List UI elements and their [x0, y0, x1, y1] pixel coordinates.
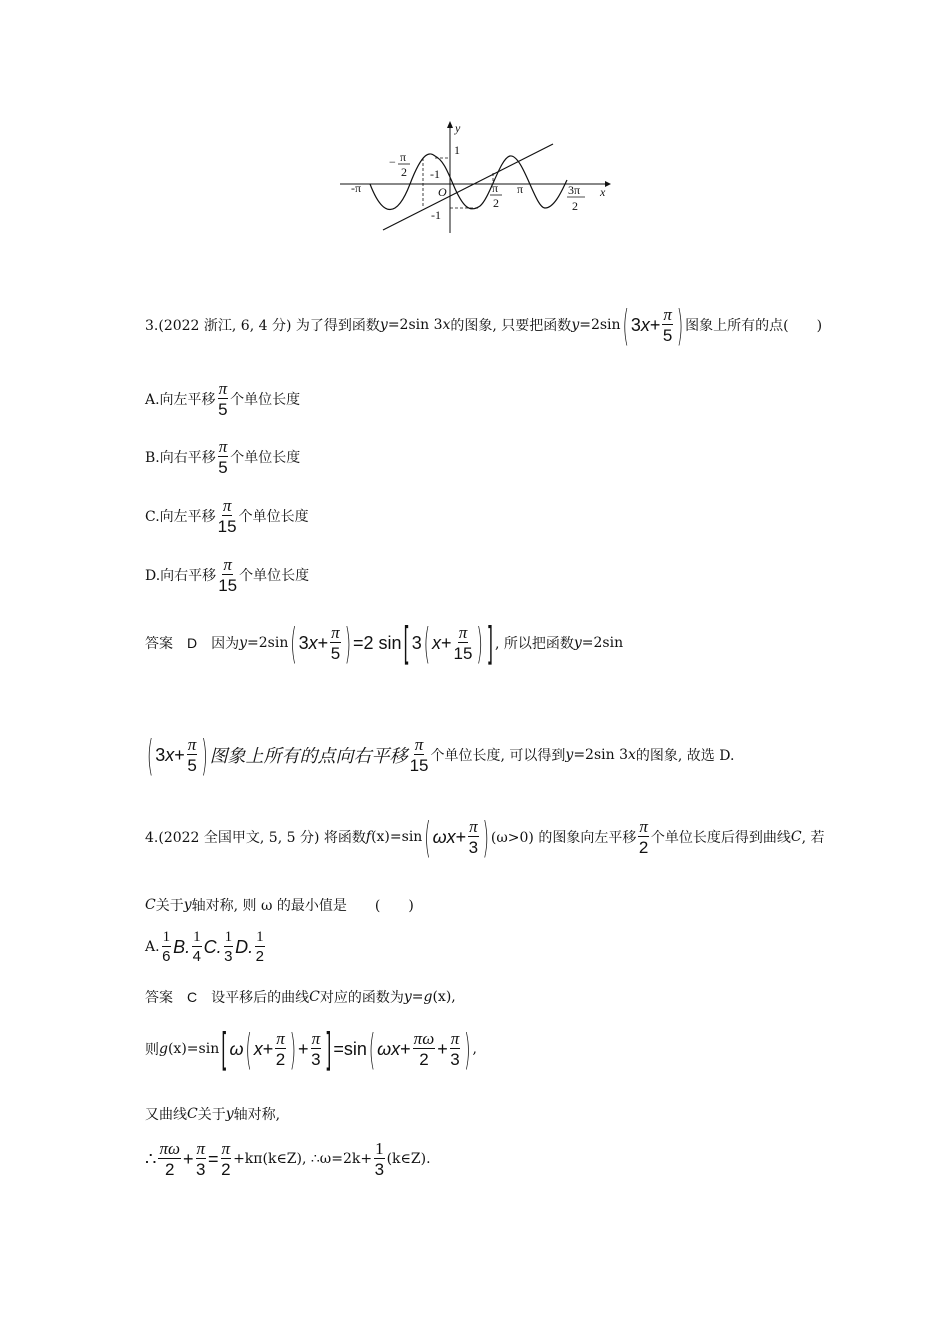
frac-den: 5	[662, 326, 673, 345]
q3-answer	[145, 616, 624, 670]
frac-den: 5	[187, 756, 197, 775]
frac-den: 15	[218, 576, 238, 595]
frac-den: 3	[450, 1050, 460, 1069]
q4-stem	[145, 812, 825, 862]
y-axis-label: y	[455, 121, 461, 135]
frac-pi-5	[330, 624, 341, 662]
frac-pi-15	[410, 736, 429, 774]
frac-1-3	[224, 930, 234, 964]
x-axis-arrow	[605, 181, 611, 187]
frac-num: π	[311, 1029, 321, 1048]
frac-num: π	[458, 623, 468, 642]
answer-x: (x),	[432, 989, 456, 1005]
q3-eq: =2sin 3	[387, 317, 443, 333]
answer-eq-3: =2sin 3	[573, 747, 628, 763]
frac-den: 3	[224, 948, 233, 965]
paren-left: (	[622, 300, 629, 350]
comma: ,	[472, 1041, 477, 1057]
answer-y: y	[565, 747, 574, 763]
frac-den: 3	[196, 1160, 206, 1179]
bracket-right: ]	[325, 1022, 332, 1076]
q4-frac-pi-2	[638, 818, 649, 856]
frac-den: 2	[255, 948, 264, 965]
q4-C: C	[145, 897, 156, 913]
eq: =	[208, 1148, 219, 1169]
frac-num: π	[196, 1139, 206, 1158]
frac-num: π	[450, 1029, 460, 1048]
frac-pi-3	[311, 1030, 322, 1068]
paren-left: (	[147, 730, 154, 780]
q4-plus: +	[455, 826, 467, 847]
q4-final	[145, 1140, 431, 1178]
label-half-pi-den: 2	[493, 196, 499, 210]
origin-label: O	[438, 185, 447, 199]
frac-num: πω	[159, 1139, 180, 1158]
q4-options	[145, 930, 267, 964]
answer-C: C	[309, 989, 320, 1005]
frac-den: 3	[311, 1050, 321, 1069]
q3-x: x	[442, 317, 451, 333]
answer-eq-end: =2sin	[581, 635, 624, 651]
omega: ω	[229, 1038, 244, 1059]
frac-den: 3	[374, 1160, 385, 1179]
frac-1-4	[192, 930, 202, 964]
q4-line2-a: 关于	[155, 898, 184, 914]
label-three-half-pi-den: 2	[572, 199, 578, 213]
again-C: C	[187, 1106, 198, 1122]
label-neg-half-pi-den: 2	[401, 165, 407, 179]
again-c: 轴对称,	[233, 1107, 281, 1123]
frac-den: 2	[419, 1050, 429, 1069]
option-frac	[218, 438, 229, 476]
q3-stem-prefix: 3.(2022 浙江, 6, 4 分) 为了得到函数	[145, 318, 380, 334]
q4-option-a[interactable]: A.	[145, 939, 160, 955]
q3-option-d[interactable]	[145, 556, 309, 594]
frac-den: 5	[218, 458, 228, 477]
option-prefix: B.向右平移	[145, 450, 216, 466]
label-neg-half-pi-num: π	[400, 150, 407, 164]
label-pi: π	[517, 182, 524, 196]
g: g	[159, 1041, 168, 1057]
frac-den: 3	[468, 838, 479, 857]
q4-y: y	[183, 897, 192, 913]
frac-den: 2	[638, 838, 649, 857]
bracket-right: ]	[486, 616, 493, 670]
frac-pi-15	[454, 624, 473, 662]
q3-stem-suffix: 图象上所有的点( )	[685, 318, 823, 334]
q4-stem-line2	[145, 895, 414, 915]
q3-eq2: =2sin	[579, 317, 621, 333]
answer-y: y	[239, 635, 248, 651]
label-half-pi-num: π	[492, 181, 499, 195]
q4-C: C	[790, 829, 802, 845]
frac-num: π	[663, 305, 672, 324]
label-neg-one: -1	[430, 167, 440, 181]
option-prefix: D.向右平移	[145, 568, 217, 584]
k-pi: +kπ(k∈Z), ∴ω=2k+	[233, 1151, 373, 1167]
again-y: y	[225, 1106, 234, 1122]
q3-three: 3	[630, 314, 641, 335]
answer-line2-tail-b: 的图象, 故选 D.	[635, 748, 735, 764]
answer-letter: C	[187, 989, 198, 1005]
x: x	[165, 744, 175, 765]
answer-label: 答案	[145, 635, 173, 651]
eq-sin2: =sin	[333, 1038, 367, 1059]
again-b: 关于	[197, 1107, 226, 1123]
q3-stem-mid: 的图象, 只要把函数	[450, 318, 572, 334]
frac-num: π	[639, 817, 648, 836]
q4-eq-sin: =sin	[389, 829, 423, 845]
option-frac	[218, 497, 237, 535]
paren-right: )	[482, 812, 489, 862]
paren-right: )	[676, 300, 684, 350]
paren-left: (	[368, 1024, 376, 1074]
frac-num: 1	[162, 929, 171, 945]
frac-den: 15	[453, 644, 473, 663]
q4-option-c[interactable]: C.	[203, 936, 222, 957]
q4-stem-prefix: 4.(2022 全国甲文, 5, 5 分) 将函数	[145, 830, 366, 846]
plus: +	[174, 744, 185, 765]
q3-frac-pi-5	[662, 306, 673, 344]
q3-plus: +	[649, 314, 661, 335]
paren-right: )	[289, 1024, 297, 1074]
answer-x: x	[628, 747, 636, 763]
x-axis-label: x	[600, 185, 606, 199]
q4-f: f	[365, 829, 372, 845]
frac-num: π	[221, 1139, 231, 1158]
paren-right: )	[201, 730, 208, 780]
frac-num: 1	[256, 929, 264, 945]
paren-left: (	[424, 812, 431, 862]
q3-y2: y	[571, 317, 580, 333]
q4-omega-x: ωx	[432, 826, 456, 847]
paren-left: (	[290, 618, 297, 668]
q4-stem-mid: 个单位长度后得到曲线	[650, 830, 791, 846]
frac-den: 6	[162, 948, 171, 965]
option-prefix: A.向左平移	[145, 392, 216, 408]
frac-num: π	[218, 379, 228, 398]
frac-num: π	[218, 437, 228, 456]
x: x	[308, 632, 318, 653]
frac-num: 1	[224, 929, 233, 945]
gx: (x)	[167, 1041, 187, 1057]
option-suffix: 个单位长度	[230, 450, 301, 466]
three: 3	[155, 744, 166, 765]
frac-pi-omega-2	[158, 1140, 181, 1178]
q3-x2: x	[640, 314, 650, 335]
q3-answer-cont	[145, 730, 735, 780]
q3-y: y	[379, 317, 388, 333]
frac-num: π	[276, 1029, 285, 1048]
option-suffix: 个单位长度	[239, 568, 310, 584]
answer-because: 因为	[211, 636, 240, 652]
answer-g: =g	[411, 989, 433, 1005]
q4-fx: (x)	[371, 829, 390, 845]
then: 则	[145, 1042, 159, 1058]
again-a: 又曲线	[145, 1107, 187, 1123]
plus: +	[298, 1038, 309, 1059]
q4-answer-gx	[145, 1022, 477, 1076]
q4-again	[145, 1104, 280, 1124]
paren-left: (	[423, 618, 430, 668]
frac-num: πω	[413, 1029, 435, 1048]
plus: +	[317, 632, 329, 653]
plus: +	[262, 1038, 274, 1059]
paren-right: )	[464, 1024, 471, 1074]
k-end: (k∈Z).	[386, 1151, 431, 1167]
frac-den: 2	[275, 1050, 286, 1069]
q4-answer	[145, 987, 456, 1007]
frac-pi-2	[275, 1030, 286, 1068]
bracket-left: [	[403, 616, 410, 670]
answer-y: y	[573, 635, 582, 651]
label-neg-pi: -π	[351, 181, 362, 195]
q3-option-a[interactable]	[145, 380, 300, 418]
frac-num: 1	[193, 929, 201, 945]
q4-stem-end: , 若	[801, 830, 825, 846]
label-three-half-pi-num: 3π	[568, 183, 581, 197]
paren-left: (	[245, 1024, 252, 1074]
frac-pi-omega-2	[413, 1030, 436, 1068]
frac-1-3	[374, 1140, 385, 1178]
answer-line2-text: 图象上所有的点向右平移	[209, 746, 408, 767]
frac-pi-3	[450, 1030, 461, 1068]
frac-den: 5	[218, 400, 228, 419]
q4-option-d[interactable]: D.	[235, 936, 254, 957]
paren-right: )	[344, 618, 351, 668]
plus: +	[400, 1038, 411, 1059]
answer-y: y	[403, 989, 412, 1005]
frac-pi-3	[196, 1140, 207, 1178]
frac-den: 5	[330, 644, 341, 663]
x: x	[432, 632, 441, 653]
paren-right: )	[476, 618, 483, 668]
answer-text-b: 对应的函数为	[319, 990, 404, 1006]
q3-option-c[interactable]	[145, 497, 309, 535]
label-one: 1	[454, 143, 460, 157]
answer-eq2: =2 sin	[352, 632, 402, 653]
plus: +	[441, 632, 452, 653]
answer-tail: , 所以把函数	[494, 636, 574, 652]
frac-num: 1	[375, 1139, 384, 1158]
answer-eq: =2sin	[247, 635, 289, 651]
option-frac	[218, 556, 237, 594]
frac-pi-5	[187, 736, 198, 774]
label-neg-half-pi-sign: −	[389, 155, 396, 169]
q4-option-b[interactable]: B.	[173, 936, 191, 957]
plus: +	[437, 1038, 448, 1059]
three: 3	[298, 632, 309, 653]
frac-num: π	[222, 496, 232, 515]
bracket-left: [	[221, 1022, 228, 1076]
q4-omega-cond: (ω>0) 的图象向左平移	[490, 830, 637, 846]
eq-sin: =sin	[186, 1041, 220, 1057]
frac-num: π	[223, 555, 232, 574]
y-axis-arrow	[447, 121, 453, 128]
q3-option-b[interactable]	[145, 438, 300, 476]
answer-text-a: 设平移后的曲线	[211, 990, 310, 1006]
frac-num: π	[331, 623, 340, 642]
answer-line2-tail-a: 个单位长度, 可以得到	[430, 748, 566, 764]
frac-num: π	[414, 735, 424, 754]
option-suffix: 个单位长度	[230, 392, 301, 408]
frac-den: 2	[221, 1160, 231, 1179]
option-suffix: 个单位长度	[238, 509, 309, 525]
frac-num: π	[187, 735, 197, 754]
therefore: ∴	[145, 1148, 157, 1169]
frac-den: 15	[217, 517, 237, 536]
label-neg-one-lower: -1	[431, 208, 441, 222]
option-frac	[218, 380, 229, 418]
three: 3	[411, 632, 422, 653]
q4-line2-b: 轴对称, 则 ω 的最小值是 ( )	[191, 898, 414, 914]
frac-1-2	[255, 930, 265, 964]
frac-1-6	[162, 930, 172, 964]
answer-label: 答案	[145, 989, 173, 1005]
sine-graph	[335, 118, 615, 236]
x: x	[253, 1038, 263, 1059]
q3-stem	[145, 300, 823, 350]
frac-pi-2	[221, 1140, 232, 1178]
omega-x: ωx	[377, 1038, 401, 1059]
answer-letter: D	[187, 635, 198, 651]
frac-den: 4	[192, 948, 201, 965]
frac-num: π	[469, 817, 478, 836]
frac-den: 2	[164, 1160, 175, 1179]
option-prefix: C.向左平移	[145, 509, 216, 525]
plus: +	[182, 1148, 194, 1169]
q4-frac-pi-3	[468, 818, 479, 856]
frac-den: 15	[409, 756, 429, 775]
